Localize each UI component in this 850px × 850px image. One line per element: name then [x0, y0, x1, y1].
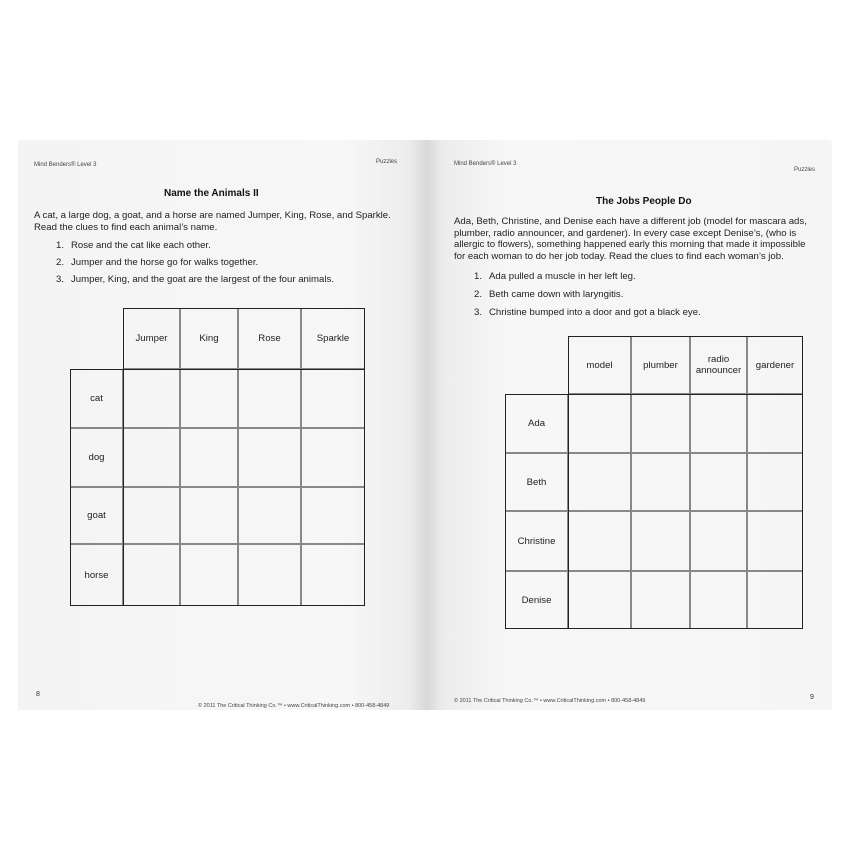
right-clue-list: [474, 271, 804, 325]
right-page-number: 9: [810, 694, 814, 701]
clue-text: Ada pulled a muscle in her left leg.: [489, 271, 636, 282]
clue-text: Rose and the cat like each other.: [71, 240, 211, 251]
row-header: horse: [70, 544, 123, 606]
column-header: Rose: [238, 308, 301, 369]
clue-text: Jumper and the horse go for walks together.: [71, 257, 259, 268]
left-page-number: 8: [36, 691, 40, 698]
clue-number: 3.: [56, 274, 65, 285]
left-header-series: Mind Benders® Level 3: [34, 162, 97, 168]
grid-outline-rows: [505, 394, 803, 629]
row-header: dog: [70, 428, 123, 487]
right-page-title: The Jobs People Do: [596, 196, 692, 207]
row-header: Beth: [505, 453, 568, 511]
column-header: Jumper: [123, 308, 180, 369]
grid-outline-rows: [70, 369, 365, 606]
clue-item: [474, 271, 804, 289]
clue-number: 1.: [474, 271, 483, 282]
left-page: [18, 140, 426, 710]
left-clue-list: [56, 240, 396, 291]
column-header: radio announcer: [690, 336, 747, 394]
right-intro-line: Ada, Beth, Christine, and Denise each have a different job (model for mascara ads,: [454, 216, 807, 227]
right-intro-line: plumber, radio announcer, and gardener). In every case except Denise’s, (who is: [454, 227, 797, 239]
row-header: Christine: [505, 511, 568, 571]
clue-item: [56, 257, 396, 274]
left-intro-line: A cat, a large dog, a goat, and a horse are named Jumper, King, Rose, and Sparkle.: [34, 210, 391, 221]
clue-number: 2.: [56, 257, 65, 268]
right-page: [426, 140, 832, 710]
right-intro: [454, 216, 830, 262]
right-footer: © 2011 The Critical Thinking Co.™ • www.CriticalThinking.com • 800-458-4849: [454, 698, 646, 704]
row-header: Denise: [505, 571, 568, 629]
row-header: cat: [70, 369, 123, 428]
left-intro: [34, 210, 414, 233]
left-intro-line: Read the clues to find each animal’s name.: [34, 221, 218, 233]
clue-item: [56, 274, 396, 291]
clue-number: 1.: [56, 240, 65, 251]
right-intro-line: for each woman to do her job today. Read the clues to find each woman’s job.: [454, 250, 784, 262]
right-intro-line: allergic to flowers), something happened early this morning that made it impossible: [454, 239, 806, 250]
clue-item: [474, 307, 804, 325]
clue-number: 2.: [474, 289, 483, 300]
left-page-title: Name the Animals II: [164, 188, 259, 199]
clue-number: 3.: [474, 307, 483, 318]
column-header: Sparkle: [301, 308, 365, 369]
clue-text: Beth came down with laryngitis.: [489, 289, 624, 300]
column-header: King: [180, 308, 238, 369]
right-header-series: Mind Benders® Level 3: [454, 161, 517, 167]
column-header: model: [568, 336, 631, 394]
right-header-section: Puzzles: [794, 167, 816, 173]
clue-text: Christine bumped into a door and got a black eye.: [489, 307, 701, 318]
left-footer: © 2011 The Critical Thinking Co.™ • www.CriticalThinking.com • 800-458-4849: [198, 703, 390, 709]
column-header: plumber: [631, 336, 690, 394]
row-header: goat: [70, 487, 123, 544]
clue-item: [474, 289, 804, 307]
row-header: Ada: [505, 394, 568, 453]
column-header: gardener: [747, 336, 803, 394]
left-header-section: Puzzles: [376, 159, 398, 165]
open-book: [18, 140, 832, 710]
clue-item: [56, 240, 396, 257]
clue-text: Jumper, King, and the goat are the largest of the four animals.: [71, 274, 334, 285]
